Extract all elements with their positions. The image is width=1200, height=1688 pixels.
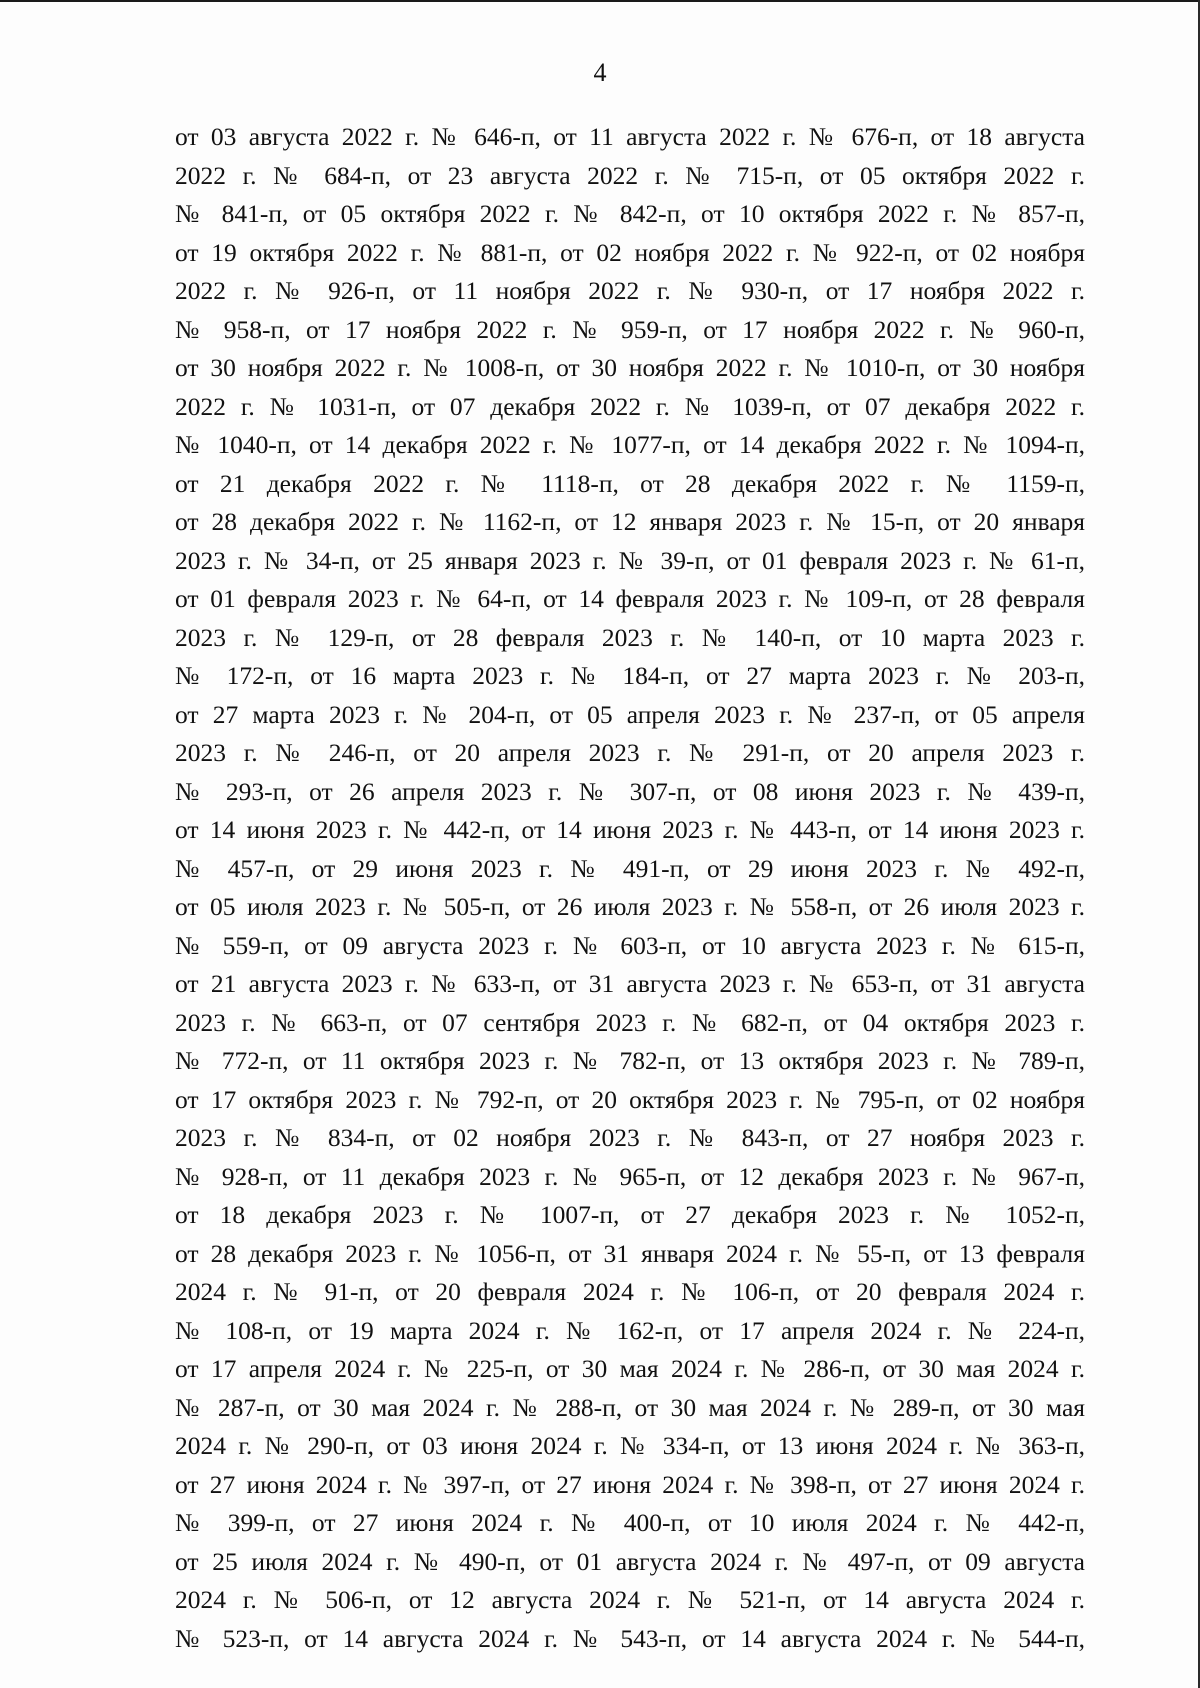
text-line: от 03 августа 2022 г. № 646-п, от 11 августа 2022 г. № 676-п, от 18 августа	[175, 122, 1085, 151]
text-line: от 05 июля 2023 г. № 505-п, от 26 июля 2023 г. № 558-п, от 26 июля 2023 г.	[175, 892, 1085, 921]
text-line: № 293-п, от 26 апреля 2023 г. № 307-п, от 08 июня 2023 г. № 439-п,	[175, 776, 1085, 806]
text-line: № 108-п, от 19 марта 2024 г. № 162-п, от 17 апреля 2024 г. № 224-п,	[175, 1315, 1085, 1345]
text-line: 2022 г. № 1031-п, от 07 декабря 2022 г. № 1039-п, от 07 декабря 2022 г.	[175, 391, 1085, 421]
text-line: от 14 июня 2023 г. № 442-п, от 14 июня 2023 г. № 443-п, от 14 июня 2023 г.	[175, 815, 1085, 844]
text-line: от 28 декабря 2023 г. № 1056-п, от 31 января 2024 г. № 55-п, от 13 февраля	[175, 1238, 1085, 1268]
text-line: 2022 г. № 926-п, от 11 ноября 2022 г. № 930-п, от 17 ноября 2022 г.	[175, 276, 1085, 305]
text-line: № 457-п, от 29 июня 2023 г. № 491-п, от 29 июня 2023 г. № 492-п,	[175, 853, 1085, 883]
text-line: 2022 г. № 684-п, от 23 августа 2022 г. № 715-п, от 05 октября 2022 г.	[175, 160, 1085, 190]
text-line: от 30 ноября 2022 г. № 1008-п, от 30 ноября 2022 г. № 1010-п, от 30 ноября	[175, 353, 1085, 382]
text-line: от 17 октября 2023 г. № 792-п, от 20 октября 2023 г. № 795-п, от 02 ноября	[175, 1084, 1085, 1114]
page-number: 4	[593, 58, 607, 87]
text-line: от 21 августа 2023 г. № 633-п, от 31 августа 2023 г. № 653-п, от 31 августа	[175, 969, 1085, 998]
text-line: от 27 марта 2023 г. № 204-п, от 05 апреля 2023 г. № 237-п, от 05 апреля	[175, 699, 1085, 729]
text-line: № 172-п, от 16 марта 2023 г. № 184-п, от 27 марта 2023 г. № 203-п,	[175, 661, 1085, 690]
text-line: № 399-п, от 27 июня 2024 г. № 400-п, от 10 июля 2024 г. № 442-п,	[175, 1508, 1085, 1537]
text-line: от 19 октября 2022 г. № 881-п, от 02 ноября 2022 г. № 922-п, от 02 ноября	[175, 237, 1085, 267]
text-line: от 25 июля 2024 г. № 490-п, от 01 августа 2024 г. № 497-п, от 09 августа	[175, 1546, 1085, 1576]
text-line: № 841-п, от 05 октября 2022 г. № 842-п, от 10 октября 2022 г. № 857-п,	[175, 199, 1085, 228]
text-line: от 21 декабря 2022 г. № 1118-п, от 28 декабря 2022 г. № 1159-п,	[175, 468, 1085, 498]
text-line: № 559-п, от 09 августа 2023 г. № 603-п, от 10 августа 2023 г. № 615-п,	[175, 930, 1085, 960]
text-line: № 287-п, от 30 мая 2024 г. № 288-п, от 30 мая 2024 г. № 289-п, от 30 мая	[175, 1392, 1085, 1422]
text-line: 2023 г. № 834-п, от 02 ноября 2023 г. № 843-п, от 27 ноября 2023 г.	[175, 1123, 1085, 1152]
text-line: 2023 г. № 663-п, от 07 сентября 2023 г. № 682-п, от 04 октября 2023 г.	[175, 1007, 1085, 1037]
text-line: 2024 г. № 506-п, от 12 августа 2024 г. № 521-п, от 14 августа 2024 г.	[175, 1585, 1085, 1614]
text-line: от 18 декабря 2023 г. № 1007-п, от 27 декабря 2023 г. № 1052-п,	[175, 1200, 1085, 1229]
text-line: 2024 г. № 290-п, от 03 июня 2024 г. № 334-п, от 13 июня 2024 г. № 363-п,	[175, 1431, 1085, 1460]
text-line: 2023 г. № 34-п, от 25 января 2023 г. № 39-п, от 01 февраля 2023 г. № 61-п,	[175, 545, 1085, 575]
page-top-edge	[0, 0, 1200, 2]
text-line: от 17 апреля 2024 г. № 225-п, от 30 мая 2024 г. № 286-п, от 30 мая 2024 г.	[175, 1354, 1085, 1383]
text-line: № 958-п, от 17 ноября 2022 г. № 959-п, от 17 ноября 2022 г. № 960-п,	[175, 314, 1085, 344]
text-line: от 01 февраля 2023 г. № 64-п, от 14 февраля 2023 г. № 109-п, от 28 февраля	[175, 584, 1085, 613]
text-line: 2023 г. № 129-п, от 28 февраля 2023 г. № 140-п, от 10 марта 2023 г.	[175, 622, 1085, 652]
document-body-text	[175, 118, 1085, 1658]
text-line: № 1040-п, от 14 декабря 2022 г. № 1077-п, от 14 декабря 2022 г. № 1094-п,	[175, 430, 1085, 459]
text-line: 2024 г. № 91-п, от 20 февраля 2024 г. № 106-п, от 20 февраля 2024 г.	[175, 1277, 1085, 1306]
text-line: от 28 декабря 2022 г. № 1162-п, от 12 января 2023 г. № 15-п, от 20 января	[175, 507, 1085, 536]
text-line: 2023 г. № 246-п, от 20 апреля 2023 г. № 291-п, от 20 апреля 2023 г.	[175, 738, 1085, 767]
text-line: № 928-п, от 11 декабря 2023 г. № 965-п, от 12 декабря 2023 г. № 967-п,	[175, 1161, 1085, 1191]
text-line: от 27 июня 2024 г. № 397-п, от 27 июня 2024 г. № 398-п, от 27 июня 2024 г.	[175, 1469, 1085, 1499]
text-line: № 523-п, от 14 августа 2024 г. № 543-п, от 14 августа 2024 г. № 544-п,	[175, 1623, 1085, 1653]
text-line: № 772-п, от 11 октября 2023 г. № 782-п, от 13 октября 2023 г. № 789-п,	[175, 1046, 1085, 1075]
